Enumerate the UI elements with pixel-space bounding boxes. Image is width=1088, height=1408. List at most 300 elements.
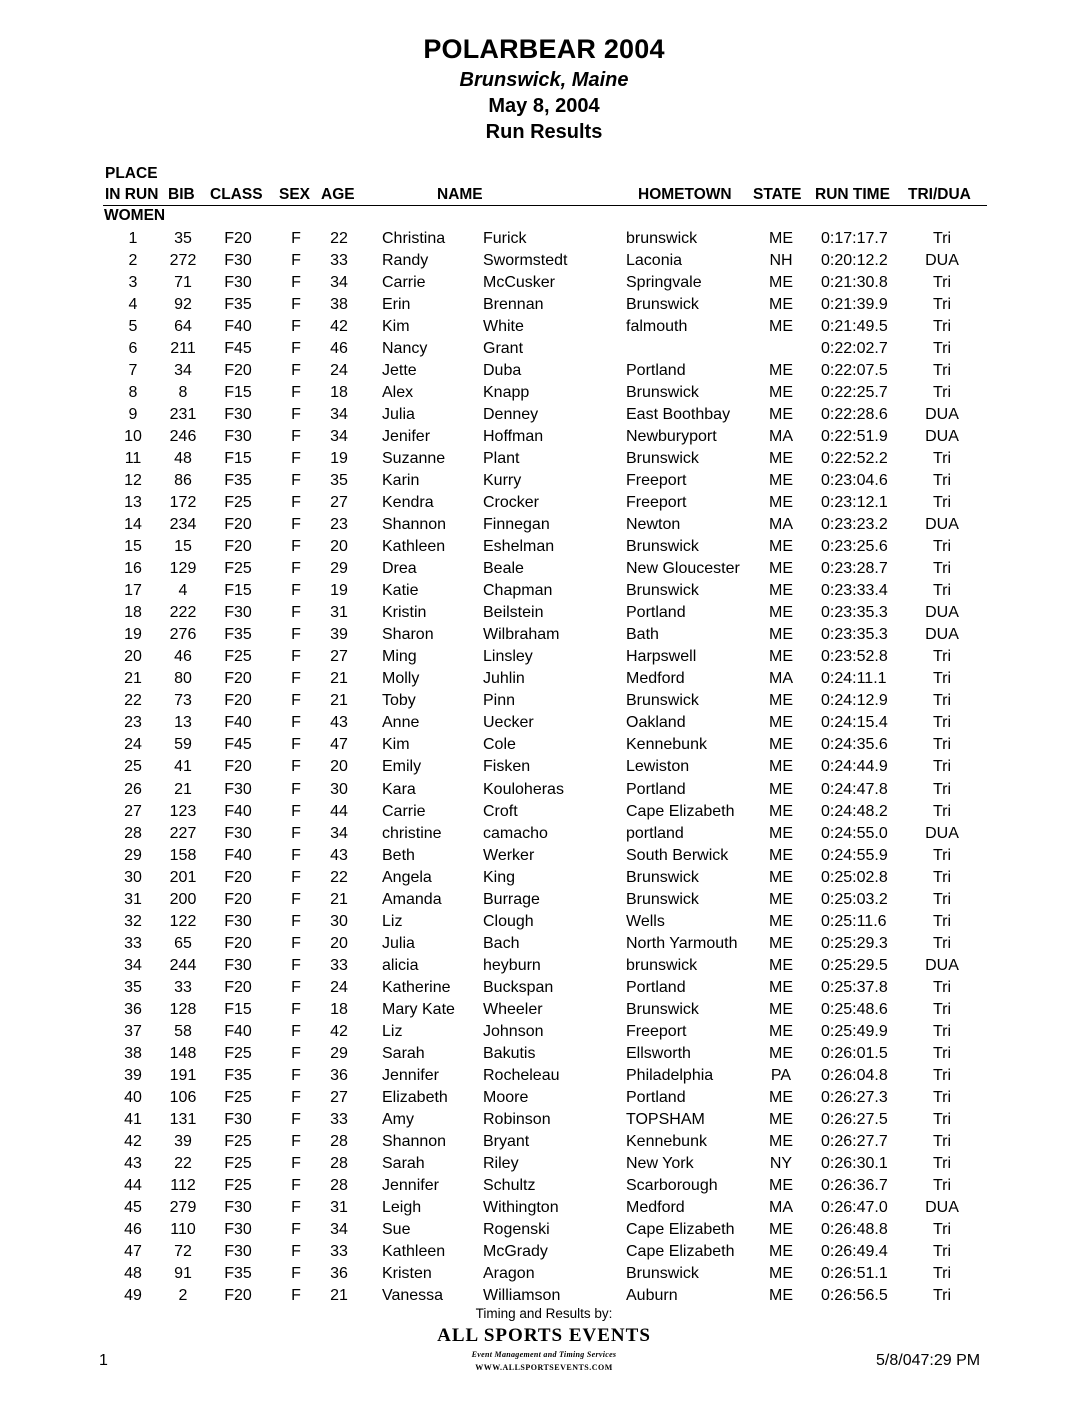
cell-class: F25 (224, 1176, 252, 1194)
cell-sex: F (291, 648, 301, 666)
cell-state: MA (769, 1198, 793, 1216)
cell-bib: 122 (169, 912, 197, 930)
cell-bib: 272 (169, 252, 197, 270)
cell-age: 30 (330, 912, 348, 930)
cell-first: Ming (382, 648, 417, 666)
cell-first: Alex (382, 384, 414, 402)
cell-tri: DUA (925, 516, 959, 534)
cell-class: F40 (224, 318, 252, 336)
cell-first: Erin (382, 296, 411, 314)
cell-sex: F (291, 1220, 301, 1238)
cell-sex: F (291, 1000, 301, 1018)
cell-state: PA (770, 1066, 792, 1084)
cell-tri: Tri (932, 538, 952, 556)
cell-place: 9 (128, 406, 138, 424)
cell-age: 33 (330, 956, 348, 974)
cell-place: 16 (124, 560, 142, 578)
cell-time: 0:22:25.7 (821, 384, 888, 402)
cell-state: ME (769, 582, 793, 600)
cell-place: 39 (124, 1066, 142, 1084)
cell-last: Bakutis (483, 1044, 536, 1062)
cell-state: ME (769, 736, 793, 754)
cell-first: Carrie (382, 274, 426, 292)
cell-state: ME (769, 780, 793, 798)
cell-state: ME (769, 1286, 793, 1304)
cell-state: ME (769, 1132, 793, 1150)
cell-first: Molly (382, 670, 420, 688)
cell-tri: DUA (925, 406, 959, 424)
cell-last: Hoffman (483, 428, 544, 446)
cell-place: 36 (124, 1000, 142, 1018)
cell-time: 0:24:44.9 (821, 758, 888, 776)
cell-class: F25 (224, 494, 252, 512)
cell-bib: 131 (169, 1110, 197, 1128)
table-row (0, 1241, 1088, 1263)
cell-class: F40 (224, 846, 252, 864)
cell-place: 46 (124, 1220, 142, 1238)
cell-last: Croft (483, 802, 518, 820)
cell-first: Kristen (382, 1264, 432, 1282)
cell-time: 0:26:56.5 (821, 1286, 888, 1304)
cell-time: 0:25:02.8 (821, 868, 888, 886)
cell-first: Nancy (382, 340, 428, 358)
cell-town: Brunswick (626, 1000, 699, 1018)
cell-age: 27 (330, 1088, 348, 1106)
cell-bib: 201 (169, 868, 197, 886)
cell-time: 0:25:03.2 (821, 890, 888, 908)
cell-last: Clough (483, 912, 534, 930)
cell-first: Kim (382, 736, 410, 754)
cell-first: Emily (382, 758, 422, 776)
cell-class: F20 (224, 538, 252, 556)
cell-age: 20 (330, 934, 348, 952)
cell-town: portland (626, 824, 684, 842)
cell-last: Buckspan (483, 978, 554, 996)
cell-class: F35 (224, 472, 252, 490)
cell-time: 0:24:11.1 (821, 670, 887, 688)
cell-town: Brunswick (626, 868, 699, 886)
cell-class: F30 (224, 1198, 252, 1216)
cell-age: 42 (330, 318, 348, 336)
cell-town: Newton (626, 516, 681, 534)
table-row (0, 272, 1088, 294)
cell-bib: 21 (174, 780, 192, 798)
cell-class: F20 (224, 890, 252, 908)
cell-first: Jennifer (382, 1176, 439, 1194)
cell-bib: 91 (174, 1264, 192, 1282)
cell-state: ME (769, 1220, 793, 1238)
table-row (0, 580, 1088, 602)
cell-tri: Tri (932, 890, 952, 908)
cell-class: F20 (224, 978, 252, 996)
cell-time: 0:21:39.9 (821, 296, 888, 314)
cell-tri: Tri (932, 1220, 952, 1238)
cell-last: Juhlin (483, 670, 525, 688)
cell-time: 0:26:36.7 (821, 1176, 888, 1194)
cell-tri: Tri (932, 1066, 952, 1084)
cell-class: F20 (224, 692, 252, 710)
cell-town: Portland (626, 1088, 686, 1106)
cell-age: 28 (330, 1154, 348, 1172)
cell-last: Denney (483, 406, 539, 424)
results-subtitle: Run Results (485, 121, 603, 143)
table-row (0, 955, 1088, 977)
cell-class: F35 (224, 296, 252, 314)
cell-time: 0:26:48.8 (821, 1220, 888, 1238)
cell-town: Portland (626, 362, 686, 380)
cell-time: 0:23:52.8 (821, 648, 888, 666)
cell-town: Brunswick (626, 1264, 699, 1282)
cell-place: 11 (124, 450, 142, 468)
cell-bib: 231 (169, 406, 197, 424)
cell-age: 35 (330, 472, 348, 490)
cell-first: Kristin (382, 604, 427, 622)
table-row (0, 360, 1088, 382)
cell-bib: 15 (174, 538, 192, 556)
cell-state: ME (769, 692, 793, 710)
cell-place: 43 (124, 1154, 142, 1172)
cell-class: F25 (224, 1044, 252, 1062)
cell-tri: Tri (932, 1242, 952, 1260)
cell-time: 0:23:28.7 (821, 560, 888, 578)
table-row (0, 624, 1088, 646)
cell-last: McGrady (483, 1242, 548, 1260)
cell-age: 36 (330, 1264, 348, 1282)
table-row (0, 492, 1088, 514)
cell-sex: F (291, 252, 301, 270)
col-class: CLASS (210, 186, 263, 203)
cell-time: 0:23:25.6 (821, 538, 888, 556)
cell-age: 18 (330, 384, 348, 402)
cell-tri: Tri (932, 384, 952, 402)
cell-place: 34 (124, 956, 142, 974)
cell-bib: 80 (174, 670, 192, 688)
table-row (0, 911, 1088, 933)
cell-sex: F (291, 670, 301, 688)
cell-first: Karin (382, 472, 420, 490)
cell-time: 0:25:29.3 (821, 934, 888, 952)
cell-first: Liz (382, 912, 403, 930)
cell-last: Werker (483, 846, 535, 864)
col-sex: SEX (279, 186, 311, 203)
cell-state: ME (769, 362, 793, 380)
cell-tri: Tri (932, 648, 952, 666)
cell-state: ME (769, 802, 793, 820)
cell-place: 3 (128, 274, 138, 292)
cell-age: 34 (330, 1220, 348, 1238)
cell-tri: Tri (932, 868, 952, 886)
cell-tri: Tri (932, 978, 952, 996)
table-row (0, 734, 1088, 756)
cell-bib: 71 (174, 274, 192, 292)
cell-first: Kim (382, 318, 410, 336)
cell-sex: F (291, 758, 301, 776)
cell-place: 1 (128, 230, 138, 247)
cell-last: Wheeler (483, 1000, 543, 1018)
table-row (0, 668, 1088, 690)
table-row (0, 1263, 1088, 1285)
cell-state: ME (769, 384, 793, 402)
footer-url: WWW.ALLSPORTSEVENTS.COM (475, 1363, 613, 1372)
cell-place: 24 (124, 736, 142, 754)
cell-age: 24 (330, 978, 348, 996)
cell-age: 20 (330, 758, 348, 776)
cell-first: Elizabeth (382, 1088, 448, 1106)
cell-sex: F (291, 1176, 301, 1194)
cell-bib: 46 (174, 648, 192, 666)
cell-class: F45 (224, 340, 252, 358)
cell-place: 13 (124, 494, 142, 512)
cell-town: TOPSHAM (626, 1110, 705, 1128)
cell-class: F35 (224, 1066, 252, 1084)
cell-town: Brunswick (626, 692, 699, 710)
cell-state: MA (769, 428, 793, 446)
cell-last: Beilstein (483, 604, 544, 622)
cell-tri: Tri (932, 1044, 952, 1062)
cell-state: ME (769, 868, 793, 886)
cell-class: F30 (224, 428, 252, 446)
cell-last: Knapp (483, 384, 530, 402)
table-row (0, 845, 1088, 867)
cell-class: F20 (224, 670, 252, 688)
cell-tri: Tri (932, 274, 952, 292)
cell-time: 0:24:55.9 (821, 846, 888, 864)
cell-bib: 276 (169, 626, 197, 644)
table-row (0, 1109, 1088, 1131)
cell-state: ME (769, 714, 793, 732)
cell-town: Scarborough (626, 1176, 718, 1194)
cell-sex: F (291, 692, 301, 710)
cell-last: Robinson (483, 1110, 551, 1128)
table-row (0, 823, 1088, 845)
cell-town: New Gloucester (626, 560, 740, 578)
cell-tri: DUA (925, 626, 959, 644)
cell-first: alicia (382, 956, 419, 974)
cell-first: Sharon (382, 626, 434, 644)
cell-state: ME (769, 450, 793, 468)
cell-age: 21 (330, 692, 348, 710)
cell-tri: Tri (932, 362, 952, 380)
cell-first: Leigh (382, 1198, 422, 1216)
cell-state: ME (769, 494, 793, 512)
cell-town: Medford (626, 670, 685, 688)
cell-last: Riley (483, 1154, 519, 1172)
cell-bib: 4 (178, 582, 188, 600)
cell-town: Cape Elizabeth (626, 1242, 735, 1260)
cell-class: F40 (224, 1022, 252, 1040)
cell-class: F20 (224, 868, 252, 886)
cell-state: ME (769, 890, 793, 908)
event-location: Brunswick, Maine (459, 69, 629, 91)
table-row (0, 999, 1088, 1021)
cell-place: 10 (124, 428, 142, 446)
cell-town: Portland (626, 780, 686, 798)
cell-bib: 39 (174, 1132, 192, 1150)
cell-state: ME (769, 1110, 793, 1128)
cell-time: 0:23:35.3 (821, 604, 888, 622)
cell-class: F15 (224, 384, 252, 402)
cell-last: Moore (483, 1088, 529, 1106)
cell-age: 31 (330, 1198, 348, 1216)
cell-tri: DUA (925, 956, 959, 974)
cell-tri: Tri (932, 1088, 952, 1106)
cell-first: Suzanne (382, 450, 446, 468)
cell-first: Anne (382, 714, 420, 732)
event-date: May 8, 2004 (488, 95, 600, 117)
cell-sex: F (291, 1088, 301, 1106)
cell-class: F25 (224, 1088, 252, 1106)
table-row (0, 801, 1088, 823)
cell-bib: 72 (174, 1242, 192, 1260)
cell-sex: F (291, 274, 301, 292)
cell-state: ME (769, 274, 793, 292)
cell-time: 0:26:27.5 (821, 1110, 888, 1128)
cell-last: Plant (483, 450, 520, 468)
cell-time: 0:22:52.2 (821, 450, 888, 468)
cell-place: 14 (124, 516, 142, 534)
cell-tri: Tri (932, 736, 952, 754)
cell-time: 0:22:28.6 (821, 406, 888, 424)
cell-place: 5 (128, 318, 138, 336)
cell-age: 21 (330, 670, 348, 688)
table-row (0, 1087, 1088, 1109)
cell-age: 22 (330, 230, 348, 247)
cell-age: 36 (330, 1066, 348, 1084)
footer-credit: Timing and Results by: (475, 1306, 613, 1321)
cell-state: ME (769, 1176, 793, 1194)
cell-town: Brunswick (626, 582, 699, 600)
cell-class: F30 (224, 780, 252, 798)
cell-bib: 244 (169, 956, 197, 974)
cell-town: Newburyport (626, 428, 717, 446)
cell-time: 0:22:02.7 (821, 340, 888, 358)
cell-tri: Tri (932, 1110, 952, 1128)
cell-class: F20 (224, 516, 252, 534)
cell-state: ME (769, 912, 793, 930)
print-timestamp: 5/8/047:29 PM (876, 1352, 981, 1369)
cell-class: F20 (224, 758, 252, 776)
cell-place: 37 (124, 1022, 142, 1040)
table-row (0, 1043, 1088, 1065)
cell-first: Kathleen (382, 1242, 446, 1260)
cell-tri: Tri (932, 318, 952, 336)
cell-town: Brunswick (626, 384, 699, 402)
table-row (0, 602, 1088, 624)
cell-class: F35 (224, 626, 252, 644)
table-row (0, 558, 1088, 580)
cell-time: 0:23:23.2 (821, 516, 888, 534)
cell-sex: F (291, 626, 301, 644)
cell-place: 32 (124, 912, 142, 930)
cell-town: Lewiston (626, 758, 690, 776)
cell-bib: 112 (170, 1176, 196, 1194)
cell-age: 27 (330, 648, 348, 666)
cell-first: Julia (382, 934, 415, 952)
cell-age: 23 (330, 516, 348, 534)
cell-age: 19 (330, 582, 348, 600)
cell-time: 0:25:49.9 (821, 1022, 888, 1040)
cell-first: Sarah (382, 1044, 425, 1062)
cell-class: F30 (224, 824, 252, 842)
cell-last: Rogenski (483, 1220, 550, 1238)
cell-age: 38 (330, 296, 348, 314)
cell-sex: F (291, 736, 301, 754)
cell-class: F20 (224, 934, 252, 952)
table-row (0, 382, 1088, 404)
cell-class: F45 (224, 736, 252, 754)
cell-age: 29 (330, 560, 348, 578)
cell-tri: Tri (932, 1264, 952, 1282)
cell-class: F30 (224, 406, 252, 424)
cell-tri: Tri (932, 846, 952, 864)
cell-bib: 158 (169, 846, 197, 864)
cell-class: F25 (224, 1154, 252, 1172)
cell-bib: 123 (169, 802, 197, 820)
table-row (0, 646, 1088, 668)
cell-sex: F (291, 1198, 301, 1216)
cell-age: 27 (330, 494, 348, 512)
cell-sex: F (291, 516, 301, 534)
cell-last: Swormstedt (483, 252, 568, 270)
table-row (0, 933, 1088, 955)
cell-sex: F (291, 846, 301, 864)
cell-last: Finnegan (483, 516, 550, 534)
table-row (0, 1131, 1088, 1153)
cell-class: F30 (224, 1242, 252, 1260)
footer-tagline: Event Management and Timing Services (471, 1350, 617, 1359)
cell-last: Burrage (483, 890, 540, 908)
cell-first: Jennifer (382, 1066, 439, 1084)
cell-age: 21 (330, 890, 348, 908)
cell-first: christine (382, 824, 442, 842)
cell-first: Amanda (382, 890, 442, 908)
cell-bib: 58 (174, 1022, 192, 1040)
cell-bib: 34 (174, 362, 192, 380)
cell-state: ME (769, 956, 793, 974)
cell-time: 0:20:12.2 (821, 252, 888, 270)
cell-state: ME (769, 1044, 793, 1062)
cell-age: 33 (330, 1242, 348, 1260)
cell-tri: Tri (932, 296, 952, 314)
cell-time: 0:26:30.1 (821, 1154, 888, 1172)
cell-tri: Tri (932, 692, 952, 710)
cell-state: ME (769, 648, 793, 666)
cell-age: 28 (330, 1176, 348, 1194)
cell-bib: 148 (169, 1044, 197, 1062)
table-row (0, 690, 1088, 712)
cell-bib: 48 (174, 450, 192, 468)
cell-sex: F (291, 604, 301, 622)
cell-class: F25 (224, 1132, 252, 1150)
cell-first: Angela (382, 868, 432, 886)
cell-tri: Tri (932, 758, 952, 776)
cell-first: Kara (382, 780, 416, 798)
cell-town: Bath (626, 626, 659, 644)
cell-state: ME (769, 560, 793, 578)
footer-brand-logo: ALL SPORTS EVENTS (437, 1325, 651, 1346)
cell-state: ME (769, 846, 793, 864)
cell-sex: F (291, 1044, 301, 1062)
cell-place: 29 (124, 846, 142, 864)
cell-place: 18 (124, 604, 142, 622)
table-row (0, 404, 1088, 426)
cell-first: Kathleen (382, 538, 446, 556)
cell-age: 33 (330, 1110, 348, 1128)
cell-place: 19 (124, 626, 142, 644)
cell-town: East Boothbay (626, 406, 731, 424)
cell-age: 24 (330, 362, 348, 380)
cell-tri: Tri (932, 494, 952, 512)
